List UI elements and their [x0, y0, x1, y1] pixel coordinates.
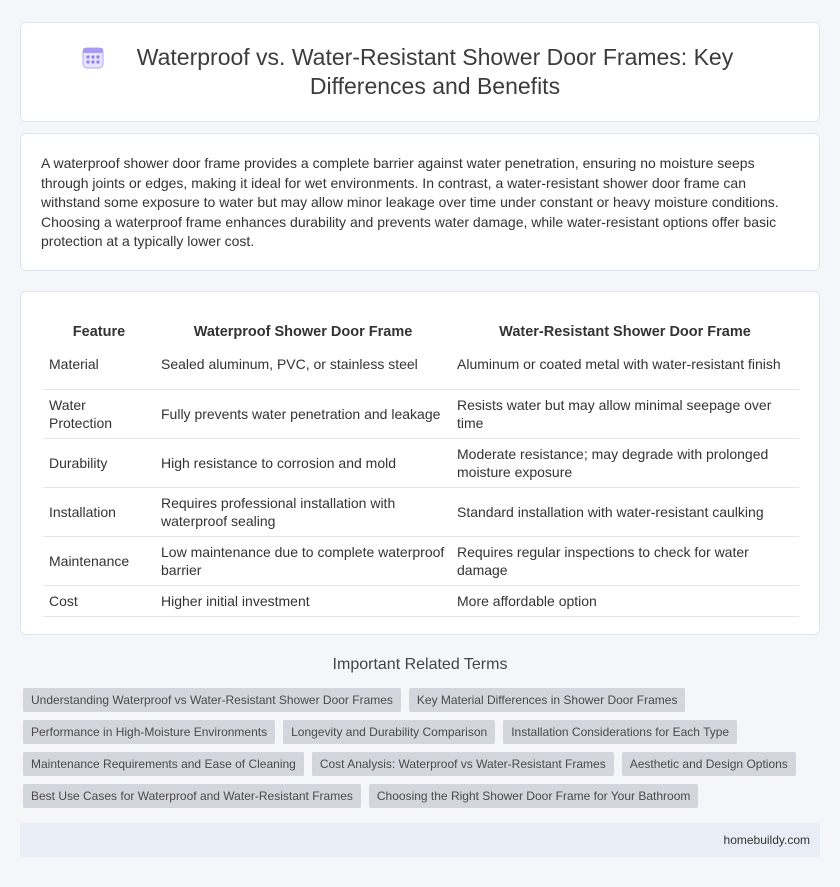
- intro-card: [20, 133, 820, 271]
- waterproof-cell: Higher initial investment: [155, 585, 451, 616]
- related-term-tag[interactable]: Aesthetic and Design Options: [622, 752, 796, 776]
- related-term-tag[interactable]: Installation Considerations for Each Type: [503, 720, 737, 744]
- footer: [20, 823, 820, 857]
- water-resistant-cell: Moderate resistance; may degrade with prolonged moisture exposure: [451, 438, 799, 487]
- footer-site-name[interactable]: homebuildy.com: [723, 833, 810, 847]
- comparison-table: [43, 312, 799, 617]
- table-row: [43, 585, 799, 616]
- feature-cell: Durability: [43, 438, 155, 487]
- table-row: [43, 536, 799, 585]
- water-resistant-cell: Requires regular inspections to check for water damage: [451, 536, 799, 585]
- related-term-tag[interactable]: Best Use Cases for Waterproof and Water-Resistant Frames: [23, 784, 361, 808]
- page-title: Waterproof vs. Water-Resistant Shower Door Frames: Key Differences and Benefits: [136, 44, 734, 99]
- related-term-tag[interactable]: Key Material Differences in Shower Door Frames: [409, 688, 686, 712]
- table-row: [43, 438, 799, 487]
- waterproof-cell: Requires professional installation with waterproof sealing: [155, 487, 451, 536]
- table-row: [43, 487, 799, 536]
- title-wrap: [80, 43, 760, 101]
- waterproof-cell: Low maintenance due to complete waterproof barrier: [155, 536, 451, 585]
- feature-cell: Water Protection: [43, 389, 155, 438]
- calendar-grid-icon: [80, 45, 106, 71]
- comparison-table-card: [20, 291, 820, 635]
- column-header-feature: Feature: [72, 324, 126, 340]
- table-row: [43, 389, 799, 438]
- waterproof-cell: Fully prevents water penetration and leakage: [155, 389, 451, 438]
- water-resistant-cell: Standard installation with water-resistant caulking: [451, 487, 799, 536]
- header-card: [20, 22, 820, 122]
- related-term-tag[interactable]: Understanding Waterproof vs Water-Resistant Shower Door Frames: [23, 688, 401, 712]
- column-header-water-resistant: Water-Resistant Shower Door Frame: [499, 324, 751, 340]
- waterproof-cell: High resistance to corrosion and mold: [155, 438, 451, 487]
- feature-cell: Maintenance: [43, 536, 155, 585]
- related-terms-list: [20, 688, 820, 808]
- related-term-tag[interactable]: Longevity and Durability Comparison: [283, 720, 495, 744]
- intro-text: A waterproof shower door frame provides a complete barrier against water penetration, ensuring no moisture seeps through joints or edges, making it ideal for wet environments. In contrast, a water-resistant shower door frame can withstand some exposure to water but may allow minor leakage over time under constant or heavy moisture conditions. Choosing a waterproof frame enhances durability and prevents water damage, while water-resistant options offer basic protection at a typically lower cost.: [41, 155, 779, 249]
- water-resistant-cell: Resists water but may allow minimal seepage over time: [451, 389, 799, 438]
- column-header-waterproof: Waterproof Shower Door Frame: [193, 324, 413, 340]
- related-term-tag[interactable]: Cost Analysis: Waterproof vs Water-Resistant Frames: [312, 752, 614, 776]
- table-header-row: [43, 312, 799, 340]
- related-terms-section: [20, 656, 820, 808]
- feature-cell: Cost: [43, 585, 155, 616]
- water-resistant-cell: Aluminum or coated metal with water-resistant finish: [451, 340, 799, 389]
- feature-cell: Installation: [43, 487, 155, 536]
- table-row: [43, 340, 799, 389]
- feature-cell: Material: [43, 340, 155, 389]
- related-term-tag[interactable]: Performance in High-Moisture Environments: [23, 720, 275, 744]
- water-resistant-cell: More affordable option: [451, 585, 799, 616]
- related-term-tag[interactable]: Choosing the Right Shower Door Frame for Your Bathroom: [369, 784, 699, 808]
- related-terms-title: Important Related Terms: [332, 656, 508, 673]
- related-term-tag[interactable]: Maintenance Requirements and Ease of Cleaning: [23, 752, 304, 776]
- waterproof-cell: Sealed aluminum, PVC, or stainless steel: [155, 340, 451, 389]
